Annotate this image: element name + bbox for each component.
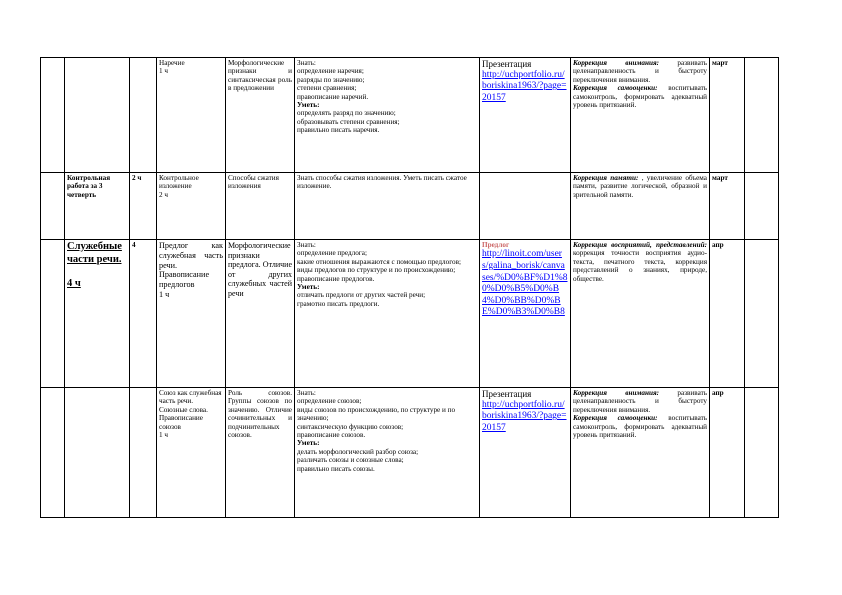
correction-heading: Коррекция восприятий, представлений: <box>573 241 707 249</box>
topic-cell: Предлог как служебная часть речи. Правописание предлогов 1 ч <box>157 240 226 388</box>
resource-link[interactable]: http://linoit.com/users/galina_borisk/canvases/%D0%BF%D1%80%D0%B5%D0%B4%D0%BB%D0%BE%D0%B3%D0%B8 <box>482 249 568 318</box>
num-cell <box>41 240 65 388</box>
correction-text: воспитывать самоконтроль, формировать адекватный уровень притязаний. <box>573 84 707 110</box>
section-cell <box>65 388 130 518</box>
topic-cell: Наречие 1 ч <box>157 58 226 173</box>
notes-cell <box>745 58 779 173</box>
resource-cell <box>480 173 571 240</box>
resource-title: Предлог <box>482 241 510 249</box>
know-heading: Знать: <box>297 241 316 249</box>
table-row <box>41 58 779 173</box>
know-text: определение наречия; разряды по значению; степени сравнения; правописание наречий. <box>297 67 369 101</box>
section-cell <box>65 240 130 388</box>
correction-text: коррекция точности восприятия аудио-текста, печатного текста, коррекция представлений о знаниях, природе, обществе. <box>573 249 707 283</box>
resource-link[interactable]: http://uchportfolio.ru/boriskina1963/?page=20157 <box>482 69 567 103</box>
correction-cell <box>571 58 710 173</box>
notes-cell <box>745 173 779 240</box>
resource-cell <box>480 58 571 173</box>
can-text: определять разряд по значению; образовывать степени сравнения; правильно писать наречия. <box>297 109 400 135</box>
can-heading: Уметь: <box>297 101 320 110</box>
can-text: делать морфологический разбор союза; различать союзы и союзные слова; правильно писать союзы. <box>297 447 419 473</box>
month-cell: апр <box>710 240 745 388</box>
correction-heading: Коррекция самооценки: <box>573 414 658 423</box>
hours-cell: 2 ч <box>130 173 157 240</box>
knowledge-cell <box>295 388 480 518</box>
spacer <box>67 266 127 278</box>
can-text: отличать предлоги от других частей речи; грамотно писать предлоги. <box>297 291 426 308</box>
topic-cell: Контрольное изложение 2 ч <box>157 173 226 240</box>
goals-cell: Роль союзов. Группы союзов по значению. Отличие сочинительных и подчинительных союзов. <box>226 388 295 518</box>
correction-cell <box>571 388 710 518</box>
month-cell: апр <box>710 388 745 518</box>
knowledge-cell: Знать способы сжатия изложения. Уметь писать сжатое изложение. <box>295 173 480 240</box>
section-cell <box>65 58 130 173</box>
correction-text: развивать целенаправленность и быстроту переключения внимания. <box>573 59 707 84</box>
know-heading: Знать: <box>297 59 316 67</box>
hours-cell: 4 <box>130 240 157 388</box>
correction-heading: Коррекция внимания: <box>573 59 660 67</box>
notes-cell <box>745 240 779 388</box>
month-cell: март <box>710 173 745 240</box>
correction-heading: Коррекция памяти: <box>573 174 639 182</box>
correction-text: воспитывать самоконтроль, формировать адекватный уровень притязаний. <box>573 414 707 440</box>
section-title: Служебные части речи. <box>67 241 122 265</box>
resource-title: Презентация <box>482 59 532 69</box>
resource-title: Презентация <box>482 389 532 399</box>
can-heading: Уметь: <box>297 283 320 292</box>
table-row <box>41 240 779 388</box>
hours-cell <box>130 388 157 518</box>
correction-heading: Коррекция самооценки: <box>573 84 658 93</box>
know-text: определение предлога; какие отношения выражаются с помощью предлогов; виды предлогов по структуре и по происхождению; правописание предлогов. <box>297 249 461 283</box>
knowledge-cell <box>295 58 480 173</box>
num-cell <box>41 388 65 518</box>
num-cell <box>41 58 65 173</box>
knowledge-cell <box>295 240 480 388</box>
notes-cell <box>745 388 779 518</box>
correction-cell <box>571 240 710 388</box>
can-heading: Уметь: <box>297 439 320 448</box>
section-cell: Контрольная работа за 3 четверть <box>65 173 130 240</box>
table-row <box>41 388 779 518</box>
resource-link[interactable]: http://uchportfolio.ru/boriskina1963/?page=20157 <box>482 399 567 433</box>
resource-cell <box>480 240 571 388</box>
section-hours: 4 ч <box>67 278 81 290</box>
correction-cell <box>571 173 710 240</box>
goals-cell: Способы сжатия изложения <box>226 173 295 240</box>
month-cell: март <box>710 58 745 173</box>
know-text: определение союзов; виды союзов по происхождению, по структуре и по значению; синтаксическую функцию союзов; правописание союзов. <box>297 397 456 440</box>
num-cell <box>41 173 65 240</box>
correction-text: развивать целенаправленность и быстроту переключения внимания. <box>573 389 707 414</box>
hours-cell <box>130 58 157 173</box>
correction-text: , увеличение объема памяти, развитие логической, образной и зрительной памяти. <box>573 174 707 199</box>
know-heading: Знать: <box>297 389 316 397</box>
topic-cell: Союз как служебная часть речи. Союзные слова. Правописание союзов 1 ч <box>157 388 226 518</box>
goals-cell: Морфологические признаки предлога. Отличие от других служебных частей речи <box>226 240 295 388</box>
goals-cell: Морфологические признаки и синтаксическая роль в предложении <box>226 58 295 173</box>
lesson-plan-table <box>40 57 779 518</box>
table-row <box>41 173 779 240</box>
resource-cell <box>480 388 571 518</box>
correction-heading: Коррекция внимания: <box>573 389 660 397</box>
